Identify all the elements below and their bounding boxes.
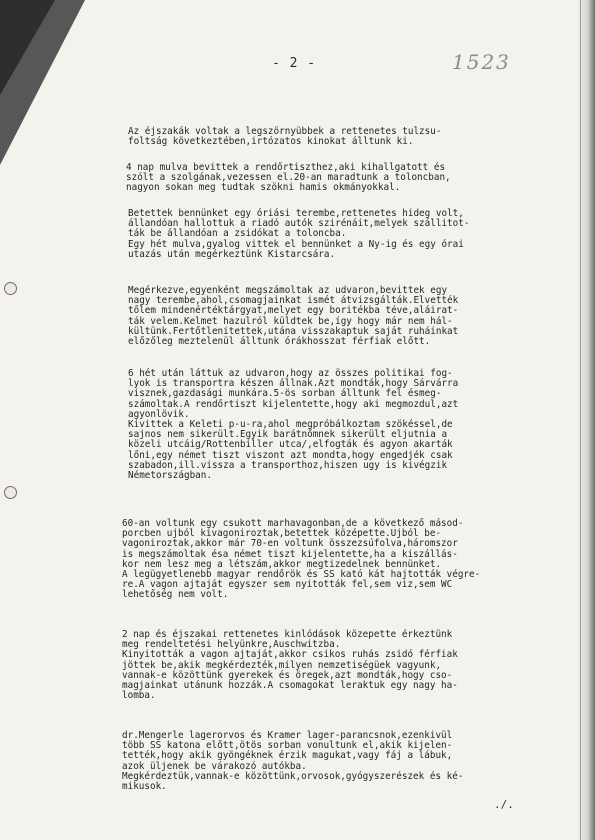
paragraph — [128, 127, 441, 147]
paragraph — [128, 209, 469, 260]
text-line: vagoniroztak,akkor már 70-en voltunk összezsúfolva,háromszor — [122, 538, 458, 550]
text-line: Egy hét mulva,gyalog vittek el bennünket a Ny-ig és egy órai — [128, 238, 464, 250]
text-line: jöttek be,akik megkérdezték,milyen nemzetiségüek vagyunk, — [122, 659, 442, 671]
text-line: Megkérdeztük,vannak-e közöttünk,orvosok,gyógyszerészek és ké- — [122, 770, 464, 782]
text-line: kor nem lesz meg a létszám,akkor megtizedelnek bennünket. — [122, 558, 442, 570]
text-line: re.A vagon ajtaját egyszer sem nyitották fel,sem viz,sem WC — [122, 579, 453, 591]
text-line: utazás után megérkeztünk Kistarcsára. — [128, 248, 336, 260]
text-line: szólt a szolgának,vezessen el.20-an maradtunk a toloncban, — [126, 172, 451, 184]
text-line: nagy terembe,ahol,csomagjainkat ismét átvizsgálták.Elvették — [128, 295, 459, 307]
text-line: előzőleg meztelenül álltunk órákhosszat férfiak előtt. — [128, 336, 431, 348]
text-line: 4 nap mulva bevittek a rendőrtiszthez,aki kihallgatott és — [126, 162, 446, 173]
text-line: tőlem mindenértéktárgyat,melyet egy boritékba téve,aláirat- — [128, 305, 459, 317]
text-line: porcben ujból kivagoniroztak,betettek középette.Ujból be- — [122, 528, 442, 540]
text-line: Megérkezve,egyenként megszámoltak az udvaron,bevittek egy — [128, 285, 448, 296]
text-line: magjainkat utánunk hozzák.A csomagokat leraktuk egy nagy ha- — [122, 680, 458, 692]
paragraph — [128, 369, 458, 481]
punch-hole-icon — [4, 282, 17, 295]
text-line: is megszámoltak ésa német tiszt kijelentette,ha a kiszállás- — [122, 548, 458, 560]
scan-corner-shadow-inner — [0, 0, 55, 95]
text-line: Kinyitották a vagon ajtaját,akkor csikos ruhás zsidó férfiak — [122, 649, 458, 661]
text-line: közeli utcáig/Rottenbiller utca/,elfogták és agyon akarták — [128, 439, 453, 451]
paragraph — [122, 731, 463, 792]
text-line: Németországban. — [128, 470, 212, 482]
text-line: sajnos nem sikerült.Egyik barátnőmnek sikerült eljutnia a — [128, 429, 448, 441]
text-line: 60-an voltunk egy csukott marhavagonban,de a következő másod- — [122, 518, 464, 529]
text-line: lyok is transportra készen állnak.Azt mondták,hogy Sárvárra — [128, 378, 459, 390]
text-line: dr.Mengerle lagerorvos és Kramer lager-parancsnok,ezenkivül — [122, 730, 453, 741]
text-line: szabadon,ill.vissza a transporthoz,hiszen ugy is kivégzik — [128, 459, 448, 471]
text-line: Betettek bennünket egy óriási terembe,rettenetes hideg volt, — [128, 208, 464, 219]
handwritten-archive-number: 1523 — [452, 50, 511, 74]
paragraph — [122, 630, 458, 701]
paragraph — [126, 163, 451, 194]
text-line: ták velem.Kelmet hazulról küldtek be,így hogy már nem hál- — [128, 315, 453, 327]
page-number: - 2 - — [272, 56, 317, 71]
text-line: 2 nap és éjszakai rettenetes kinlódások közepette érkeztünk — [122, 629, 453, 640]
end-mark: ./. — [494, 798, 514, 811]
text-line: tették,hogy akik gyöngéknek érzik magukat,vagy fáj a lábuk, — [122, 750, 453, 762]
paragraph — [122, 519, 480, 601]
text-line: lomba. — [122, 690, 156, 702]
text-line: állandóan hallottuk a riadó autók szirénáit,melyek szállitot- — [128, 218, 470, 230]
text-line: foltság következtében,irtózatos kinokat álltunk ki. — [128, 136, 414, 148]
text-line: meg rendeltetési helyünkre,Auschwitzba. — [122, 639, 341, 651]
text-line: agyonlövik. — [128, 408, 190, 420]
text-line: nagyon sokan meg tudtak szökni hamis okmányokkal. — [126, 182, 401, 194]
text-line: lőni,egy német tiszt viszont azt mondta,hogy engedjék csak — [128, 449, 453, 461]
text-line: visznek,gazdasági munkára.5-ös sorban álltunk fel ésmeg- — [128, 388, 442, 400]
text-line: A legügyetlenebb magyar rendőrök és SS kató kát hajtották végre- — [122, 569, 481, 581]
text-line: 6 hét után láttuk az udvaron,hogy az összes politikai fog- — [128, 368, 453, 379]
paragraph — [128, 286, 458, 347]
text-line: vannak-e közöttünk gyerekek és öregek,azt mondták,hogy cso- — [122, 669, 453, 681]
punch-hole-icon — [4, 486, 17, 499]
text-line: ták be állandóan a zsidókat a toloncba. — [128, 228, 347, 240]
text-line: mikusok. — [122, 781, 167, 793]
text-line: azok üljenek be várakozó autókba. — [122, 760, 307, 772]
text-line: számoltak.A rendőrtiszt kijelentette,hogy aki megmozdul,azt — [128, 398, 459, 410]
scan-right-line — [580, 0, 581, 840]
text-line: lehetőség nem volt. — [122, 589, 229, 601]
text-line: kültünk.Fertőtlenitettek,utána visszakaptuk saját ruháinkat — [128, 325, 459, 337]
text-line: Az éjszakák voltak a legszörnyübbek a rettenetes tulzsu- — [128, 126, 442, 137]
text-line: Kivittek a Keleti p-u-ra,ahol megpróbálkoztam szökéssel,de — [128, 419, 453, 431]
text-line: több SS katona előtt,ötös sorban vonultunk el,akik kijelen- — [122, 740, 453, 752]
